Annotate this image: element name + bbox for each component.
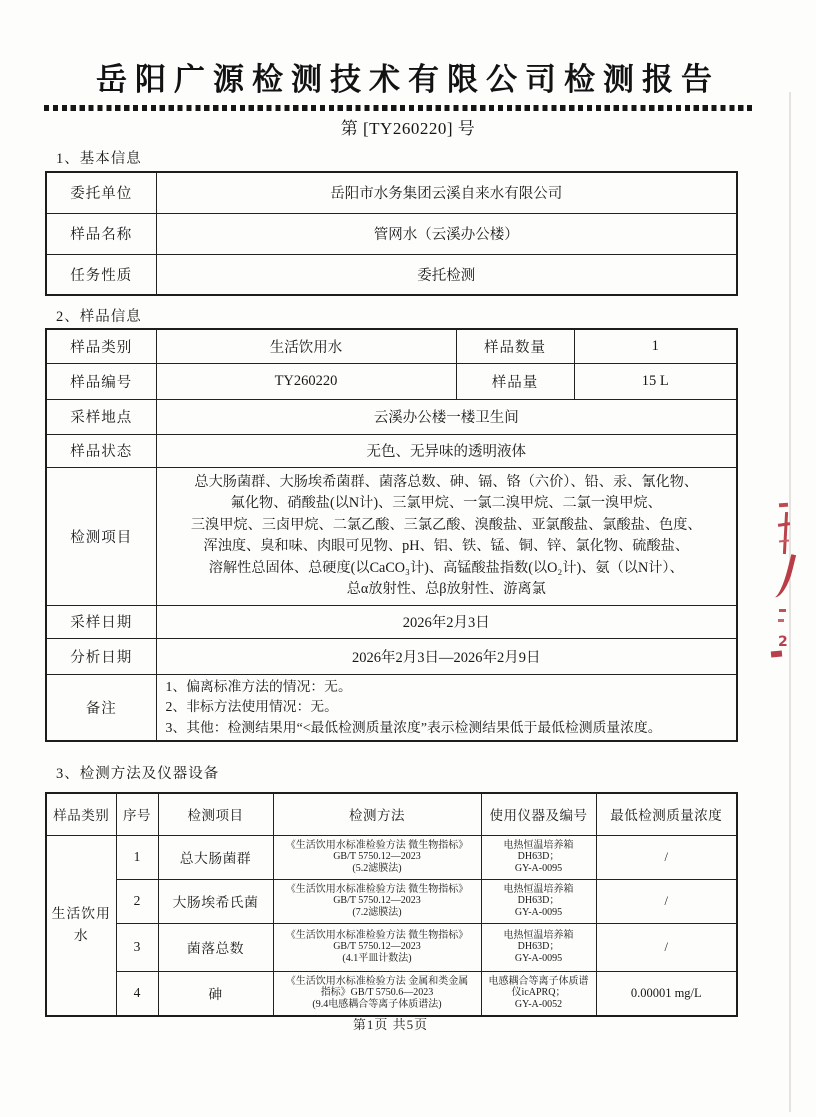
section2-heading: 2、样品信息 xyxy=(56,309,142,325)
page-footer: 第1页 共5页 xyxy=(352,1017,429,1032)
basic-info-label: 委托单位 xyxy=(46,172,156,213)
test-items-value xyxy=(156,467,737,605)
basic-info-label: 样品名称 xyxy=(46,213,156,254)
sample-count-label: 样品数量 xyxy=(456,329,574,363)
method-line: (4.1平皿计数法) xyxy=(342,952,412,964)
seal-mark: 2 xyxy=(778,634,788,650)
method-line: GB/T 5750.12—2023 xyxy=(333,895,421,907)
method-cell xyxy=(273,923,481,971)
sample-category-cell: 生活饮用水 xyxy=(46,835,116,1016)
test-items-line: 总大肠菌群、大肠埃希菌群、菌落总数、砷、镉、铬（六价）、铅、汞、氰化物、 xyxy=(194,473,699,490)
col-header-detection-limit: 最低检测质量浓度 xyxy=(596,793,737,835)
instrument-line: GY-A-0095 xyxy=(514,952,563,964)
instrument-line: 电感耦合等离子体质谱 xyxy=(488,975,589,987)
table-row xyxy=(46,329,737,363)
detection-limit: 0.00001 mg/L xyxy=(596,971,737,1016)
method-line: GB/T 5750.12—2023 xyxy=(333,851,421,863)
sample-id-label: 样品编号 xyxy=(46,363,156,399)
seal-mark xyxy=(783,512,788,554)
table-row xyxy=(46,971,737,1016)
basic-info-table xyxy=(45,171,738,296)
instrument-cell xyxy=(481,923,596,971)
test-items-line: 总α放射性、总β放射性、游离氯 xyxy=(346,581,546,597)
analysis-date-label: 分析日期 xyxy=(46,638,156,674)
seal-mark xyxy=(771,651,782,658)
instrument-line: 电热恒温培养箱 xyxy=(503,929,574,941)
sampling-site-value: 云溪办公楼一楼卫生间 xyxy=(156,399,737,434)
instrument-line: DH63D； xyxy=(517,895,560,907)
sample-count-value: 1 xyxy=(574,329,737,363)
method-line: 《生活饮用水标准检验方法 微生物指标》 xyxy=(285,929,469,941)
col-header-test-item: 检测项目 xyxy=(158,793,273,835)
sample-state-value: 无色、无异味的透明液体 xyxy=(156,434,737,467)
row-number: 2 xyxy=(116,879,158,923)
analysis-date-value: 2026年2月3日—2026年2月9日 xyxy=(156,638,737,674)
row-number: 1 xyxy=(116,835,158,879)
table-row xyxy=(46,254,737,295)
seal-mark xyxy=(779,503,788,508)
remarks-value xyxy=(156,674,737,741)
method-line: (9.4电感耦合等离子体质谱法) xyxy=(312,999,442,1011)
table-row xyxy=(46,879,737,923)
instrument-line: DH63D； xyxy=(517,851,560,863)
table-row xyxy=(46,835,737,879)
test-items-line: 氟化物、硝酸盐(以N计)、三氯甲烷、一氯二溴甲烷、二氯一溴甲烷、 xyxy=(230,495,662,511)
sampling-date-value: 2026年2月3日 xyxy=(156,605,737,638)
basic-info-value: 委托检测 xyxy=(156,254,737,295)
sampling-site-label: 采样地点 xyxy=(46,399,156,434)
table-row xyxy=(46,674,737,741)
table-row xyxy=(46,638,737,674)
table-row xyxy=(46,923,737,971)
table-row xyxy=(46,434,737,467)
method-line: 《生活饮用水标准检验方法 微生物指标》 xyxy=(285,883,469,895)
remarks-line: 1、偏离标准方法的情况：无。 xyxy=(165,678,352,694)
remarks-line: 2、非标方法使用情况：无。 xyxy=(165,699,338,714)
method-line: 指标》GB/T 5750.6—2023 xyxy=(320,987,434,999)
method-cell xyxy=(273,879,481,923)
instrument-line: GY-A-0095 xyxy=(514,862,563,874)
report-title: 岳阳广源检测技术有限公司检测报告 xyxy=(96,62,720,97)
sample-category-value: 生活饮用水 xyxy=(156,329,456,363)
scan-fold-line xyxy=(789,92,791,1112)
table-row xyxy=(46,605,737,638)
instrument-line: DH63D； xyxy=(517,941,560,953)
section1-heading: 1、基本信息 xyxy=(56,151,142,167)
test-items-label: 检测项目 xyxy=(46,467,156,605)
instrument-cell xyxy=(481,879,596,923)
remarks-line: 3、其他：检测结果用“<最低检测质量浓度”表示检测结果低于最低检测质量浓度。 xyxy=(165,719,662,735)
method-line: GB/T 5750.12—2023 xyxy=(333,941,421,953)
seal-mark xyxy=(779,609,786,612)
method-line: (7.2滤膜法) xyxy=(352,906,402,918)
sample-amount-value: 15 L xyxy=(574,363,737,399)
method-line: 《生活饮用水标准检验方法 金属和类金属 xyxy=(285,975,469,987)
test-item: 大肠埃希氏菌 xyxy=(158,879,273,923)
basic-info-value: 岳阳市水务集团云溪自来水有限公司 xyxy=(156,172,737,213)
instrument-cell xyxy=(481,835,596,879)
table-row xyxy=(46,172,737,213)
instrument-cell xyxy=(481,971,596,1016)
title-dotted-divider xyxy=(44,105,752,111)
test-items-line: 三溴甲烷、三卤甲烷、二氯乙酸、三氯乙酸、溴酸盐、亚氯酸盐、氯酸盐、色度、 xyxy=(190,516,702,533)
instrument-line: GY-A-0095 xyxy=(514,906,563,918)
method-cell xyxy=(273,971,481,1016)
sampling-date-label: 采样日期 xyxy=(46,605,156,638)
sample-info-table xyxy=(45,328,738,742)
seal-mark xyxy=(778,619,784,622)
table-row xyxy=(46,399,737,434)
instrument-line: 电热恒温培养箱 xyxy=(503,883,574,895)
instrument-line: GY-A-0052 xyxy=(514,999,563,1011)
table-row xyxy=(46,213,737,254)
test-item: 总大肠菌群 xyxy=(158,835,273,879)
detection-limit: / xyxy=(596,923,737,971)
sample-state-label: 样品状态 xyxy=(46,434,156,467)
seal-mark xyxy=(765,550,797,600)
test-items-line: 浑浊度、臭和味、肉眼可见物、pH、铝、铁、锰、铜、锌、氯化物、硫酸盐、 xyxy=(203,538,690,554)
test-item: 砷 xyxy=(158,971,273,1016)
test-items-line: 溶解性总固体、总硬度(以CaCO₃计)、高锰酸盐指数(以O₂计)、氨（以N计）、 xyxy=(208,559,684,576)
detection-limit: / xyxy=(596,835,737,879)
table-row xyxy=(46,467,737,605)
row-number: 4 xyxy=(116,971,158,1016)
test-item: 菌落总数 xyxy=(158,923,273,971)
report-number: 第 [TY260220] 号 xyxy=(340,119,476,138)
section3-heading: 3、检测方法及仪器设备 xyxy=(56,766,220,782)
sample-category-label: 样品类别 xyxy=(46,329,156,363)
basic-info-value: 管网水（云溪办公楼） xyxy=(156,213,737,254)
col-header-method: 检测方法 xyxy=(273,793,481,835)
col-header-no: 序号 xyxy=(116,793,158,835)
row-number: 3 xyxy=(116,923,158,971)
col-header-sample-category: 样品类别 xyxy=(46,793,116,835)
instrument-line: 电热恒温培养箱 xyxy=(503,839,574,851)
sample-id-value: TY260220 xyxy=(156,363,456,399)
method-cell xyxy=(273,835,481,879)
remarks-label: 备注 xyxy=(46,674,156,741)
detection-limit: / xyxy=(596,879,737,923)
method-line: 《生活饮用水标准检验方法 微生物指标》 xyxy=(285,839,469,851)
instrument-line: 仪icAPRQ； xyxy=(511,987,566,999)
col-header-instrument: 使用仪器及编号 xyxy=(481,793,596,835)
table-header-row xyxy=(46,793,737,835)
basic-info-label: 任务性质 xyxy=(46,254,156,295)
table-row xyxy=(46,363,737,399)
sample-amount-label: 样品量 xyxy=(456,363,574,399)
methods-table xyxy=(45,792,738,1017)
method-line: (5.2滤膜法) xyxy=(352,862,402,874)
